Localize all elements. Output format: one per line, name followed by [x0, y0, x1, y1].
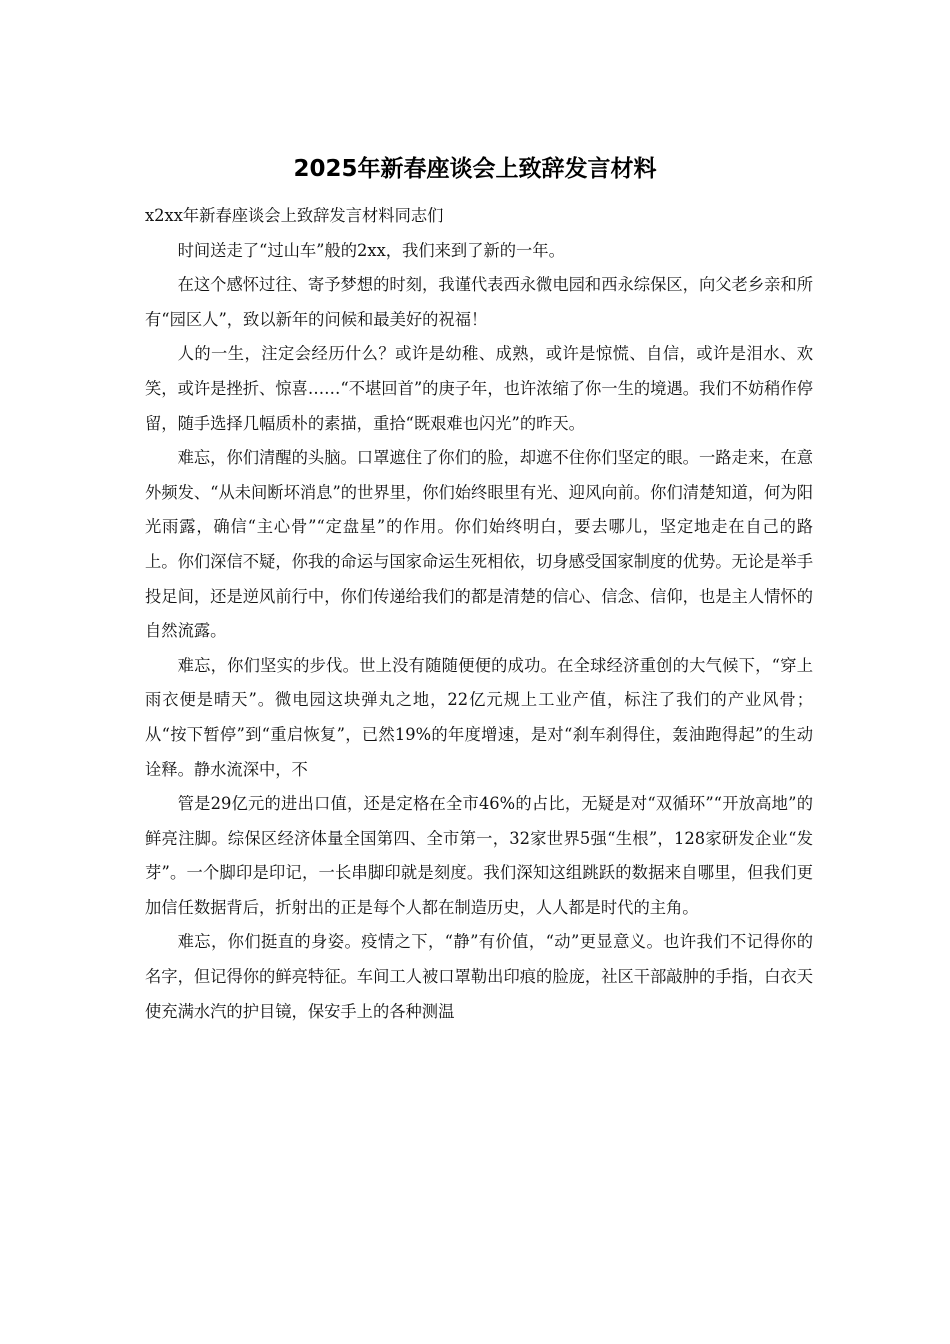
- paragraph: 难忘，你们坚实的步伐。世上没有随随便便的成功。在全球经济重创的大气候下，“穿上雨衣便是晴天”。微电园这块弹丸之地，22亿元规上工业产值，标注了我们的产业风骨；从“按下暂停”到“重启恢复”，已然19%的年度增速，是对“刹车刹得住，轰油跑得起”的生动诠释。静水流深中，不: [145, 655, 813, 779]
- paragraph: 难忘，你们清醒的头脑。口罩遮住了你们的脸，却遮不住你们坚定的眼。一路走来，在意外频发、“从未间断坏消息”的世界里，你们始终眼里有光、迎风向前。你们清楚知道，何为阳光雨露，确信“主心骨”“定盘星”的作用。你们始终明白，要去哪儿，坚定地走在自己的路上。你们深信不疑，你我的命运与国家命运生死相依，切身感受国家制度的优势。无论是举手投足间，还是逆风前行中，你们传递给我们的都是清楚的信心、信念、信仰，也是主人情怀的自然流露。: [145, 448, 813, 641]
- paragraph: 管是29亿元的进出口值，还是定格在全市46%的占比，无疑是对“双循环”“开放高地”的鲜亮注脚。综保区经济体量全国第四、全市第一，32家世界5强“生根”，128家研发企业“发芽”。一个脚印是印记，一长串脚印就是刻度。我们深知这组跳跃的数据来自哪里，但我们更加信任数据背后，折射出的正是每个人都在制造历史，人人都是时代的主角。: [145, 794, 813, 917]
- paragraph: 在这个感怀过往、寄予梦想的时刻，我谨代表西永微电园和西永综保区，向父老乡亲和所有“园区人”，致以新年的问候和最美好的祝福！: [145, 275, 813, 329]
- paragraph: 人的一生，注定会经历什么？或许是幼稚、成熟，或许是惊慌、自信，或许是泪水、欢笑，或许是挫折、惊喜……“不堪回首”的庚子年，也许浓缩了你一生的境遇。我们不妨稍作停留，随手选择几幅质朴的素描，重拾“既艰难也闪光”的昨天。: [145, 344, 813, 433]
- document-title: 2025年新春座谈会上致辞发言材料: [293, 156, 657, 182]
- paragraph: 时间送走了“过山车”般的2xx，我们来到了新的一年。: [177, 240, 565, 260]
- document-body: [145, 199, 813, 1029]
- paragraph-heading-line: x2xx年新春座谈会上致辞发言材料同志们: [145, 206, 444, 225]
- paragraph: 难忘，你们挺直的身姿。疫情之下，“静”有价值，“动”更显意义。也许我们不记得你的名字，但记得你的鲜亮特征。车间工人被口罩勒出印痕的脸庞，社区干部敲肿的手指，白衣天使充满水汽的护目镜，保安手上的各种测温: [145, 932, 813, 1021]
